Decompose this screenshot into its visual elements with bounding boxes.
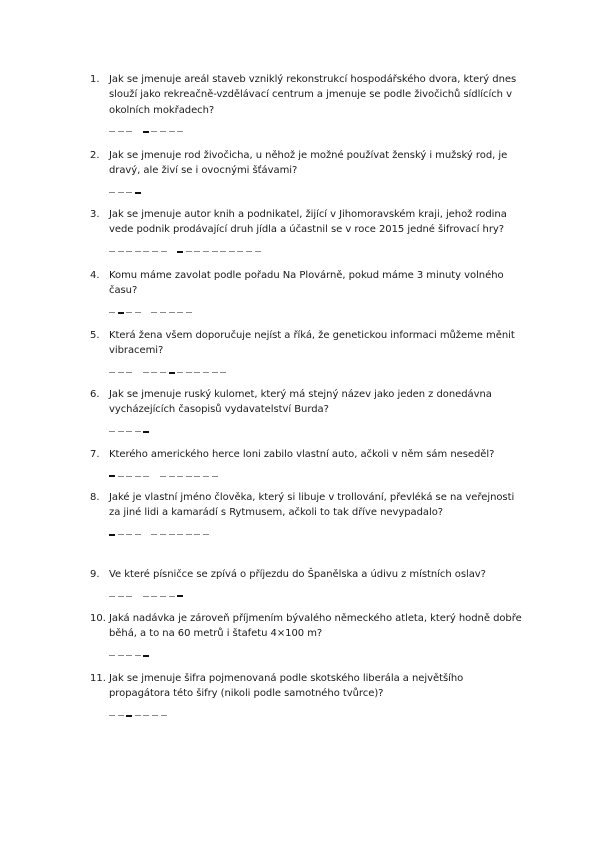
letter-blank-marked bbox=[169, 372, 175, 374]
letter-blank bbox=[160, 312, 166, 313]
letter-blank bbox=[135, 655, 141, 656]
letter-blank bbox=[109, 372, 115, 373]
letter-blank bbox=[126, 251, 132, 252]
letter-blank bbox=[177, 131, 183, 132]
question-number: 5. bbox=[90, 330, 100, 341]
question-text-line: Jak se jmenuje šifra pojmenovaná podle skotského liberála a největšího bbox=[109, 673, 464, 684]
question-text bbox=[109, 148, 527, 179]
letter-blank bbox=[143, 476, 149, 477]
answer-word-blank bbox=[143, 128, 186, 136]
letter-blank bbox=[135, 251, 141, 252]
letter-blank bbox=[143, 596, 149, 597]
letter-blank bbox=[118, 251, 124, 252]
answer-word-blank bbox=[109, 428, 152, 436]
answer-word-blank bbox=[143, 592, 186, 600]
letter-blank bbox=[194, 372, 200, 373]
question-number: 10. bbox=[90, 613, 106, 624]
letter-blank bbox=[220, 251, 226, 252]
answer-word-blank bbox=[109, 652, 152, 660]
answer-word-blank bbox=[109, 592, 135, 600]
question-text-line: propagátora této šifry (nikoli podle samotného tvůrce)? bbox=[109, 688, 384, 700]
answer-blanks bbox=[109, 309, 194, 317]
letter-blank-marked bbox=[118, 312, 124, 314]
letter-blank bbox=[109, 251, 115, 252]
question-text bbox=[109, 207, 527, 238]
letter-blank bbox=[161, 715, 167, 716]
letter-blank bbox=[220, 372, 226, 373]
letter-blank bbox=[186, 534, 192, 535]
letter-blank bbox=[109, 312, 115, 313]
letter-blank bbox=[177, 534, 183, 535]
question-text-line: vycházejících časopisů vydavatelství Burda? bbox=[109, 404, 329, 416]
letter-blank bbox=[135, 431, 141, 432]
letter-blank bbox=[135, 312, 141, 313]
letter-blank bbox=[126, 431, 132, 432]
letter-blank bbox=[118, 596, 124, 597]
question-number: 2. bbox=[90, 150, 100, 161]
question-text-line: Jak se jmenuje ruský kulomet, který má stejný název jako jeden z donedávna bbox=[109, 389, 492, 400]
question-number: 1. bbox=[90, 74, 100, 85]
letter-blank bbox=[177, 372, 183, 373]
question-text-line: okolních mokřadech? bbox=[109, 104, 215, 116]
letter-blank bbox=[255, 251, 261, 252]
letter-blank-marked bbox=[109, 475, 115, 477]
letter-blank bbox=[169, 312, 175, 313]
question-text bbox=[109, 567, 527, 582]
answer-word-blank bbox=[143, 369, 229, 377]
letter-blank bbox=[161, 251, 167, 252]
question-text bbox=[109, 490, 527, 521]
letter-blank bbox=[118, 431, 124, 432]
letter-blank bbox=[246, 251, 252, 252]
letter-blank-marked bbox=[143, 655, 149, 657]
letter-blank bbox=[186, 476, 192, 477]
letter-blank bbox=[126, 372, 132, 373]
letter-blank bbox=[186, 251, 192, 252]
letter-blank-marked bbox=[143, 131, 149, 133]
question-text-line: Jaké je vlastní jméno člověka, který si libuje v trollování, převléká se na veřejnosti bbox=[109, 492, 515, 503]
letter-blank-marked bbox=[109, 534, 115, 536]
letter-blank bbox=[203, 372, 209, 373]
letter-blank bbox=[135, 715, 141, 716]
question-text-line: Jak se jmenuje autor knih a podnikatel, žijící v Jihomoravském kraji, jehož rodina bbox=[109, 209, 507, 220]
letter-blank bbox=[126, 476, 132, 477]
answer-blanks bbox=[109, 248, 263, 256]
letter-blank bbox=[151, 372, 157, 373]
letter-blank bbox=[118, 192, 124, 193]
letter-blank bbox=[160, 596, 166, 597]
letter-blank bbox=[160, 372, 166, 373]
letter-blank bbox=[151, 534, 157, 535]
letter-blank bbox=[126, 534, 132, 535]
letter-blank bbox=[143, 251, 149, 252]
question-text-line: Která žena všem doporučuje nejíst a říká, že genetickou informaci můžeme měnit bbox=[109, 330, 515, 341]
letter-blank bbox=[203, 251, 209, 252]
question-number: 9. bbox=[90, 569, 100, 580]
letter-blank bbox=[203, 534, 209, 535]
question-text-line: Ve které písničce se zpívá o příjezdu do Španělska a údivu z místních oslav? bbox=[109, 569, 486, 580]
letter-blank bbox=[151, 131, 157, 132]
letter-blank bbox=[169, 476, 175, 477]
question-text-line: slouží jako rekreačně-vzdělávací centrum a jmenuje se podle živočichů sídlících v bbox=[109, 89, 512, 101]
letter-blank bbox=[177, 312, 183, 313]
letter-blank bbox=[109, 192, 115, 193]
answer-blanks bbox=[109, 369, 229, 377]
answer-word-blank bbox=[151, 531, 211, 539]
question-text-line: dravý, ale živí se i ovocnými šťávami? bbox=[109, 165, 298, 177]
answer-word-blank bbox=[177, 248, 263, 256]
letter-blank bbox=[135, 476, 141, 477]
answer-blanks bbox=[109, 531, 212, 539]
letter-blank-marked bbox=[177, 251, 183, 253]
letter-blank bbox=[194, 534, 200, 535]
question-text-line: Komu máme zavolat podle pořadu Na Plovárně, pokud máme 3 minuty volného bbox=[109, 270, 504, 281]
letter-blank bbox=[118, 534, 124, 535]
letter-blank bbox=[194, 476, 200, 477]
letter-blank bbox=[118, 476, 124, 477]
letter-blank bbox=[152, 251, 158, 252]
letter-blank bbox=[169, 131, 175, 132]
question-number: 11. bbox=[90, 673, 106, 684]
letter-blank bbox=[151, 596, 157, 597]
question-text-line: vede podnik prodávající druh jídla a účastnil se v roce 2015 jedné šifrovací hry? bbox=[109, 224, 505, 236]
letter-blank bbox=[203, 476, 209, 477]
answer-blanks bbox=[109, 472, 220, 480]
letter-blank bbox=[109, 596, 115, 597]
question-number: 8. bbox=[90, 492, 100, 503]
answer-word-blank bbox=[109, 309, 143, 317]
answer-blanks bbox=[109, 189, 143, 197]
letter-blank bbox=[194, 251, 200, 252]
question-number: 4. bbox=[90, 270, 100, 281]
question-text bbox=[109, 387, 527, 418]
question-text-line: za jiné lidi a kamarádí s Rytmusem, ačkoli to tak dříve nevypadalo? bbox=[109, 507, 444, 519]
letter-blank bbox=[118, 655, 124, 656]
question-text bbox=[109, 611, 527, 642]
letter-blank bbox=[143, 372, 149, 373]
letter-blank bbox=[169, 596, 175, 597]
question-number: 7. bbox=[90, 449, 100, 460]
question-text-line: běhá, a to na 60 metrů i štafetu 4×100 m? bbox=[109, 628, 323, 640]
letter-blank bbox=[152, 715, 158, 716]
letter-blank bbox=[118, 131, 124, 132]
letter-blank bbox=[212, 251, 218, 252]
letter-blank bbox=[212, 476, 218, 477]
letter-blank bbox=[160, 476, 166, 477]
letter-blank bbox=[109, 655, 115, 656]
letter-blank-marked bbox=[126, 715, 132, 717]
letter-blank bbox=[186, 372, 192, 373]
question-number: 3. bbox=[90, 209, 100, 220]
letter-blank bbox=[160, 534, 166, 535]
question-text bbox=[109, 72, 527, 118]
letter-blank bbox=[143, 715, 149, 716]
letter-blank bbox=[177, 476, 183, 477]
answer-word-blank bbox=[109, 712, 169, 720]
letter-blank bbox=[237, 251, 243, 252]
letter-blank bbox=[169, 534, 175, 535]
letter-blank bbox=[109, 431, 115, 432]
answer-blanks bbox=[109, 592, 186, 600]
letter-blank bbox=[109, 715, 115, 716]
letter-blank bbox=[126, 192, 132, 193]
answer-word-blank bbox=[109, 248, 169, 256]
letter-blank bbox=[212, 372, 218, 373]
letter-blank bbox=[118, 715, 124, 716]
letter-blank bbox=[186, 312, 192, 313]
question-text-line: Jaká nadávka je zároveň příjmením bývalého německého atleta, který hodně dobře bbox=[109, 613, 522, 624]
question-number: 6. bbox=[90, 389, 100, 400]
letter-blank-marked bbox=[135, 192, 141, 194]
letter-blank bbox=[160, 131, 166, 132]
question-text-line: vibracemi? bbox=[109, 345, 164, 357]
question-text-line: Jak se jmenuje areál staveb vzniklý rekonstrukcí hospodářského dvora, který dnes bbox=[109, 74, 517, 85]
letter-blank bbox=[126, 655, 132, 656]
letter-blank bbox=[126, 131, 132, 132]
answer-word-blank bbox=[109, 128, 135, 136]
question-text bbox=[109, 671, 527, 702]
answer-blanks bbox=[109, 128, 186, 136]
letter-blank bbox=[126, 312, 132, 313]
letter-blank bbox=[118, 372, 124, 373]
answer-blanks bbox=[109, 652, 152, 660]
question-text-line: Kterého amerického herce loni zabilo vlastní auto, ačkoli v něm sám neseděl? bbox=[109, 449, 495, 460]
answer-blanks bbox=[109, 712, 169, 720]
letter-blank bbox=[135, 534, 141, 535]
letter-blank bbox=[229, 251, 235, 252]
answer-word-blank bbox=[109, 369, 135, 377]
question-text-line: času? bbox=[109, 285, 138, 297]
answer-blanks bbox=[109, 428, 152, 436]
letter-blank bbox=[109, 131, 115, 132]
answer-word-blank bbox=[109, 189, 143, 197]
question-text bbox=[109, 447, 527, 462]
letter-blank-marked bbox=[177, 595, 183, 597]
question-text bbox=[109, 268, 527, 299]
letter-blank bbox=[151, 312, 157, 313]
answer-word-blank bbox=[109, 472, 152, 480]
answer-word-blank bbox=[160, 472, 220, 480]
answer-word-blank bbox=[151, 309, 194, 317]
question-text-line: Jak se jmenuje rod živočicha, u něhož je možné používat ženský i mužský rod, je bbox=[109, 150, 508, 161]
answer-word-blank bbox=[109, 531, 143, 539]
letter-blank-marked bbox=[143, 431, 149, 433]
question-text bbox=[109, 328, 527, 359]
letter-blank bbox=[126, 596, 132, 597]
